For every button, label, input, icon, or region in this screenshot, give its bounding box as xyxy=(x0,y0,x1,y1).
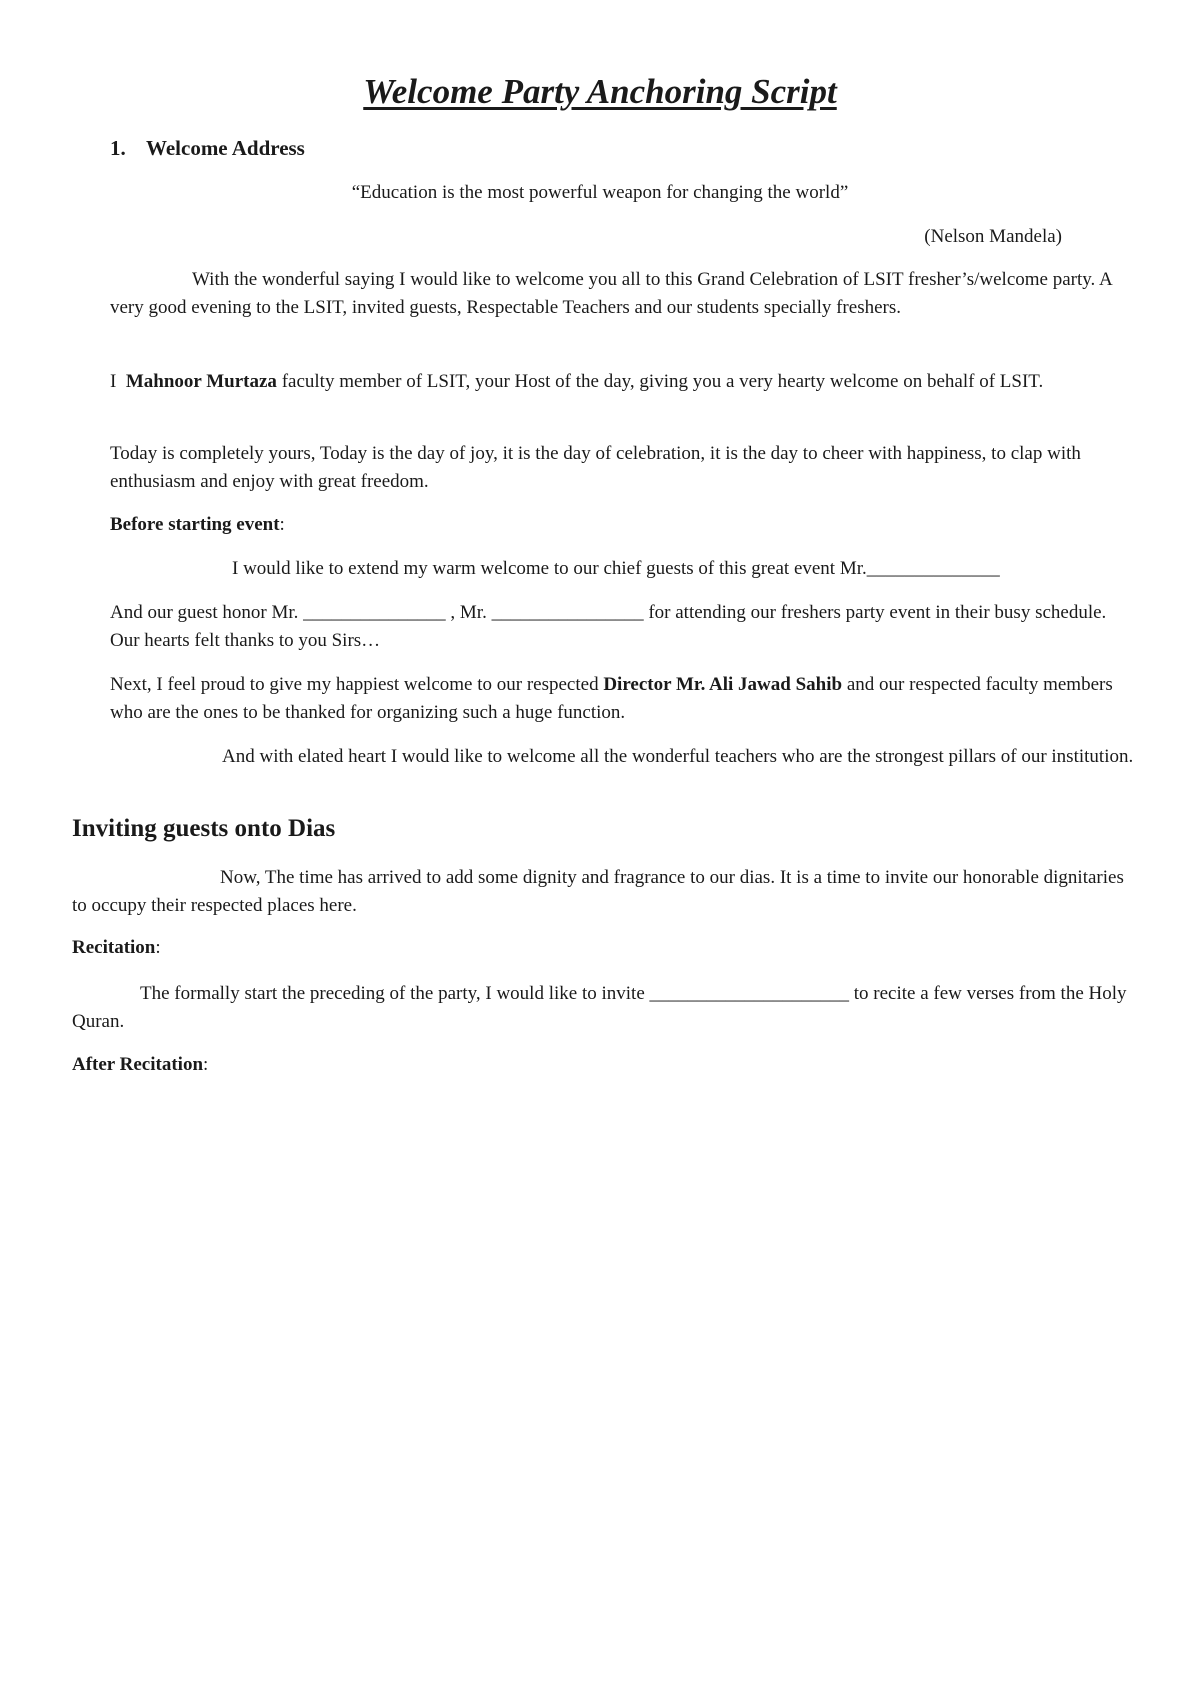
section-number: 1. xyxy=(110,136,126,160)
paragraph-dias: Now, The time has arrived to add some dignity and fragrance to our dias. It is a time to invite our honorable dignitaries to occupy their respected places here. xyxy=(72,867,1124,916)
paragraph-today: Today is completely yours, Today is the day of joy, it is the day of celebration, it is the day to cheer with happiness, to clap with enthusiasm and enjoy with great freedom. xyxy=(110,443,1081,492)
section-heading-text: Welcome Address xyxy=(146,136,305,160)
host-name: Mahnoor Murtaza xyxy=(125,371,277,392)
label-recitation-text: Recitation xyxy=(72,937,156,958)
label-before-starting xyxy=(110,514,285,536)
label-before-starting-text: Before starting event xyxy=(110,514,280,535)
label-colon: : xyxy=(203,1054,209,1075)
paragraph-teachers: And with elated heart I would like to welcome all the wonderful teachers who are the strongest pillars of our institution. xyxy=(222,746,1134,767)
quote: “Education is the most powerful weapon for changing the world” xyxy=(351,182,849,203)
label-after-recitation xyxy=(72,1054,208,1076)
document-title: Welcome Party Anchoring Script xyxy=(363,72,837,111)
label-colon: : xyxy=(155,937,161,958)
director-name: Director Mr. Ali Jawad Sahib xyxy=(603,674,843,695)
paragraph-welcome: With the wonderful saying I would like to welcome you all to this Grand Celebration of LSIT fresher’s/welcome party. A very good evening to the LSIT, invited guests, Respectable Teachers and our students specially freshers. xyxy=(110,269,1112,318)
paragraph-host xyxy=(110,368,1130,396)
quote-author: (Nelson Mandela) xyxy=(924,226,1062,247)
host-text: faculty member of LSIT, your Host of the day, giving you a very hearty welcome on behalf of LSIT. xyxy=(281,371,1044,392)
paragraph-director xyxy=(110,671,1140,727)
label-after-recitation-text: After Recitation xyxy=(72,1054,204,1075)
paragraph-recitation: The formally start the preceding of the party, I would like to invite _____________________ to recite a few verses from the Holy Quran. xyxy=(72,983,1127,1032)
director-text: and our respected faculty members who are the ones to be thanked for organizing such a huge function. xyxy=(110,674,1113,723)
section-heading-inviting-guests: Inviting guests onto Dias xyxy=(72,815,336,842)
director-intro: Next, I feel proud to give my happiest welcome to our respected xyxy=(110,674,599,695)
paragraph-chief-guest: I would like to extend my warm welcome to our chief guests of this great event Mr.______________ xyxy=(232,558,1000,579)
paragraph-guest-honor: And our guest honor Mr. _______________ , Mr. ________________ for attending our freshers party event in their busy schedule. Our hearts felt thanks to you Sirs… xyxy=(110,602,1107,651)
label-colon: : xyxy=(279,514,285,535)
host-intro: I xyxy=(110,371,117,392)
label-recitation xyxy=(72,937,161,959)
section-heading-welcome-address xyxy=(110,136,305,161)
